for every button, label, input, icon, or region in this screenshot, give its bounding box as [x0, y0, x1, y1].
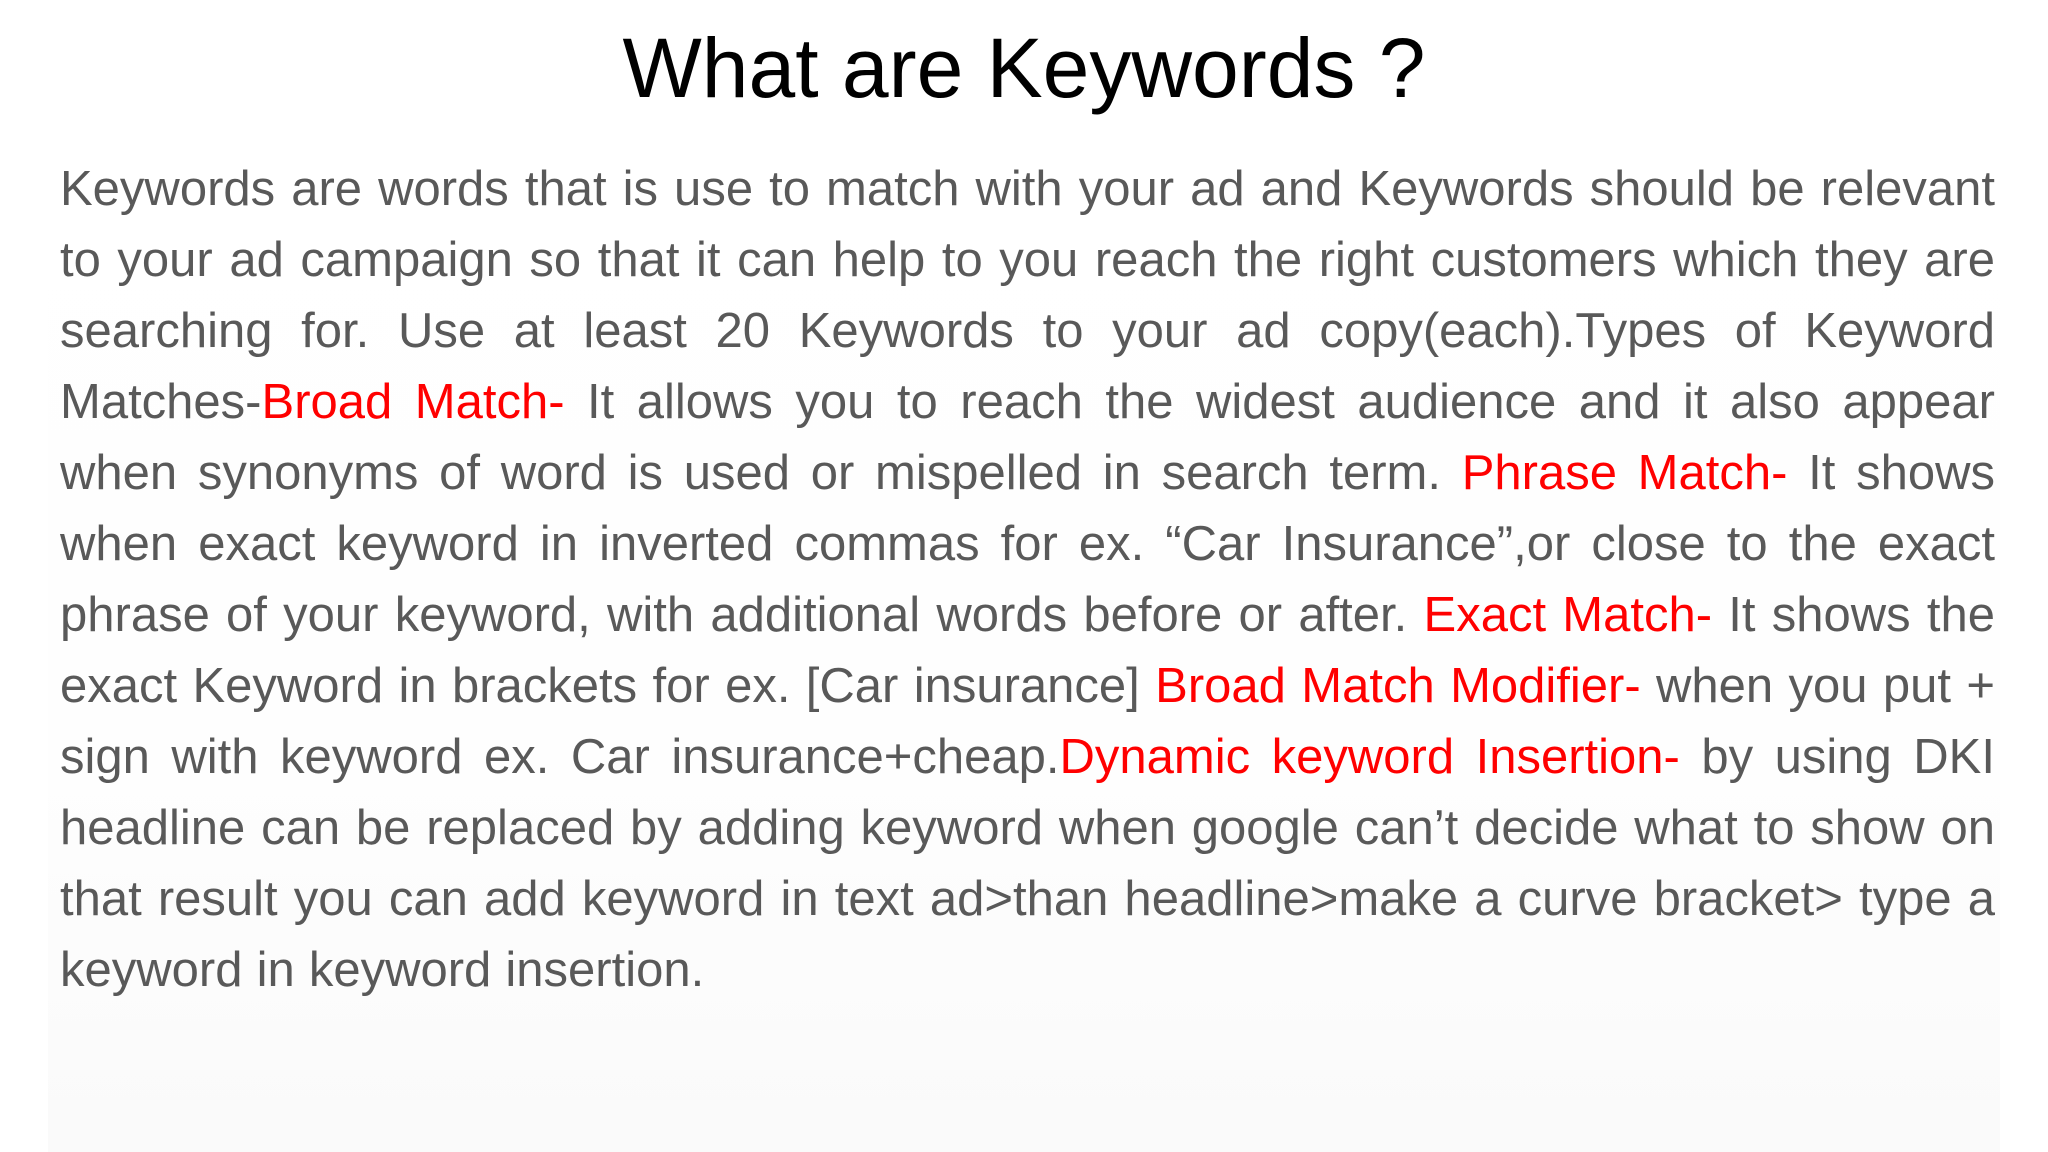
phrase-match-heading: Phrase Match-	[1461, 446, 1788, 500]
exact-match-heading: Exact Match-	[1423, 588, 1713, 642]
body-segment: It shows the exact Keyword in brackets for ex. [Car insurance]	[60, 588, 1995, 713]
body-segment: when you put + sign with keyword ex. Car insurance+cheap.	[60, 659, 1995, 784]
body-segment: by using DKI headline can be replaced by adding keyword when google can’t decide what to show on that result you can add keyword in text ad>than headline>make a curve bracket> type a keyword in keyword insertion.	[60, 730, 1995, 997]
broad-match-modifier-heading: Broad Match Modifier-	[1155, 659, 1641, 713]
dynamic-keyword-insertion-heading: Dynamic keyword Insertion-	[1059, 730, 1680, 784]
body-segment: It shows when exact keyword in inverted commas for ex. “Car Insurance”,or close to the exact phrase of your keyword, with additional words before or after.	[60, 446, 1995, 642]
body-segment: It allows you to reach the widest audience and it also appear when synonyms of word is used or mispelled in search term.	[60, 375, 1995, 500]
slide-title: What are Keywords ?	[622, 21, 1426, 115]
broad-match-heading: Broad Match-	[261, 375, 565, 429]
slide-body-text	[60, 154, 1995, 1006]
body-segment: Keywords are words that is use to match with your ad and Keywords should be relevant to your ad campaign so that it can help to you reach the right customers which they are searching for. Use at least 20 Keywords to your ad copy(each).Types of Keyword Matches-	[60, 162, 1995, 429]
